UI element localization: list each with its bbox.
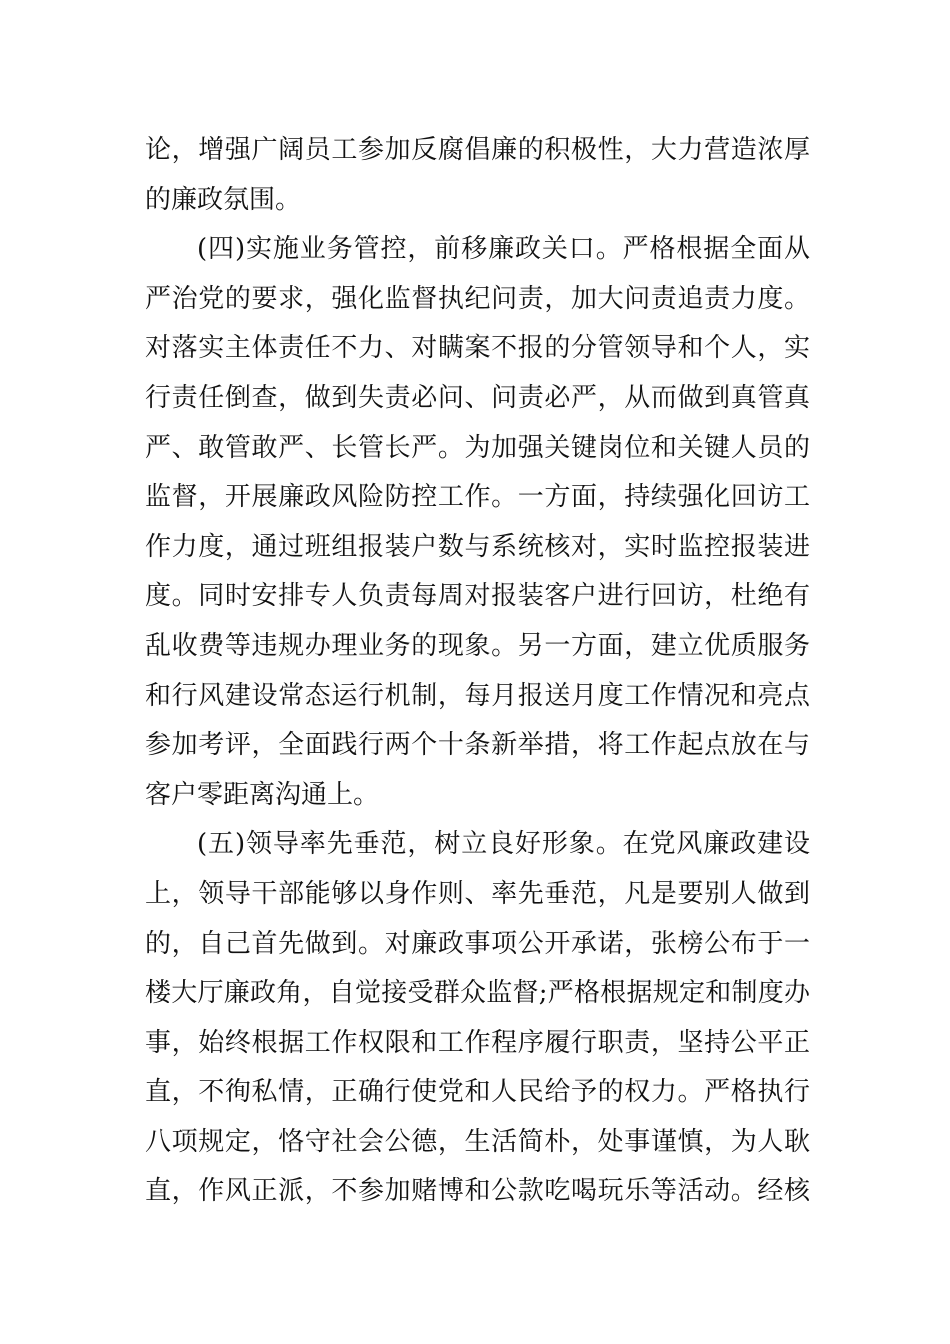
text-line: 严、敢管敢严、长管长严。为加强关键岗位和关键人员的 xyxy=(145,432,810,463)
paragraph-start-line: (五)领导率先垂范，树立良好形象。在党风廉政建设 xyxy=(197,829,810,860)
text-line: 参加考评，全面践行两个十条新举措，将工作起点放在与 xyxy=(145,730,810,761)
text-line: 事，始终根据工作权限和工作程序履行职责，坚持公平正 xyxy=(145,1027,810,1058)
text-line: 上，领导干部能够以身作则、率先垂范，凡是要别人做到 xyxy=(145,878,810,909)
text-line: 楼大厅廉政角，自觉接受群众监督;严格根据规定和制度办 xyxy=(145,978,810,1009)
text-line: 和行风建设常态运行机制，每月报送月度工作情况和亮点 xyxy=(145,680,810,711)
paragraph-start-line: (四)实施业务管控，前移廉政关口。严格根据全面从 xyxy=(197,234,810,265)
body-text xyxy=(145,126,810,1217)
text-line: 度。同时安排专人负责每周对报装客户进行回访，杜绝有 xyxy=(145,581,810,612)
text-line: 直，不徇私情，正确行使党和人民给予的权力。严格执行 xyxy=(145,1077,810,1108)
text-line: 直，作风正派，不参加赌博和公款吃喝玩乐等活动。经核 xyxy=(145,1176,810,1207)
text-line: 客户零距离沟通上。 xyxy=(145,779,380,810)
text-line: 八项规定，恪守社会公德，生活简朴，处事谨慎，为人耿 xyxy=(145,1126,810,1157)
text-line: 对落实主体责任不力、对瞒案不报的分管领导和个人，实 xyxy=(145,333,810,364)
text-line: 作力度，通过班组报装户数与系统核对，实时监控报装进 xyxy=(145,531,810,562)
text-line: 论，增强广阔员工参加反腐倡廉的积极性，大力营造浓厚 xyxy=(145,135,810,165)
text-line: 乱收费等违规办理业务的现象。另一方面，建立优质服务 xyxy=(145,630,810,661)
text-line: 的廉政氛围。 xyxy=(145,184,302,215)
text-line: 严治党的要求，强化监督执纪问责，加大问责追责力度。 xyxy=(145,283,810,314)
text-line: 监督，开展廉政风险防控工作。一方面，持续强化回访工 xyxy=(145,482,810,513)
text-line: 的，自己首先做到。对廉政事项公开承诺，张榜公布于一 xyxy=(145,928,810,959)
text-line: 行责任倒查，做到失责必问、问责必严，从而做到真管真 xyxy=(145,382,810,413)
